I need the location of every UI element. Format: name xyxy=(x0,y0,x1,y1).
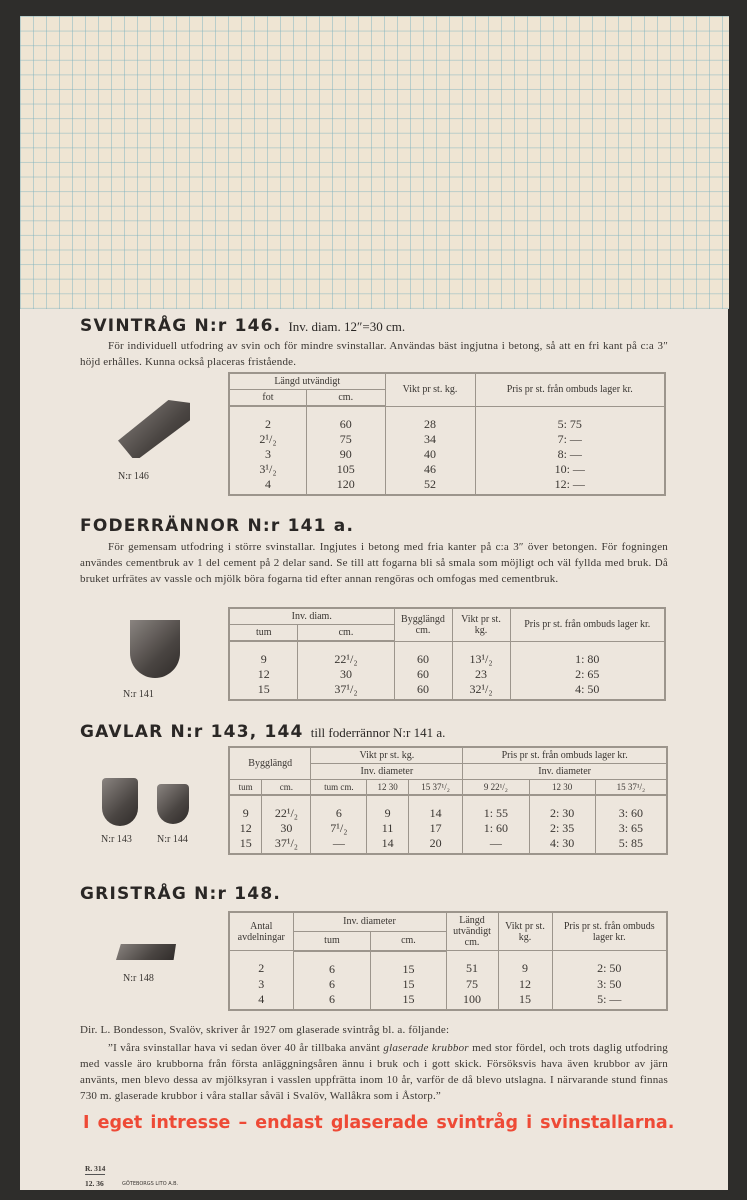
graph-paper-backing xyxy=(20,16,729,309)
th-weight: Vikt pr st. kg. xyxy=(452,608,510,641)
table-cell: 100 xyxy=(446,992,498,1010)
table-cell: 12 xyxy=(229,821,262,836)
table-cell: 52 xyxy=(385,477,475,495)
table-cell: 2 xyxy=(229,406,306,432)
th-weight: Vikt pr st. kg. xyxy=(385,373,475,406)
quote-body xyxy=(80,1040,668,1104)
table-cell: 9 xyxy=(229,795,262,821)
table-cell: 3 xyxy=(229,447,306,462)
th-bygg: Bygglängd cm. xyxy=(394,608,452,641)
section-title-146 xyxy=(80,316,405,336)
table-cell: 60 xyxy=(306,406,385,432)
th-w9: tum cm. xyxy=(311,780,367,796)
table-cell: 2: 30 xyxy=(529,795,595,821)
th-diam: Inv. diam. xyxy=(229,608,394,625)
section-subtitle-146: Inv. diam. 12″=30 cm. xyxy=(288,319,406,334)
th-p9: 9 22¹/₂ xyxy=(463,780,529,796)
table-cell: 4 xyxy=(229,477,306,495)
table-row xyxy=(229,821,667,836)
footer-code: R. 314 xyxy=(85,1164,106,1173)
table-cell: 15 xyxy=(371,977,446,992)
table-cell: 13¹/₂ xyxy=(452,641,510,667)
th-bygg: Bygglängd xyxy=(229,747,311,780)
table-cell: 15 xyxy=(229,836,262,854)
section-title-146-text: SVINTRÅG N:r 146. xyxy=(80,316,282,336)
table-row xyxy=(229,795,667,821)
table-148 xyxy=(228,911,668,1011)
th-length: Längd utvändigt xyxy=(229,373,385,390)
table-cell: 105 xyxy=(306,462,385,477)
table-cell: 11 xyxy=(367,821,409,836)
table-row xyxy=(229,667,665,682)
table-cell: 6 xyxy=(293,977,371,992)
table-row xyxy=(229,432,665,447)
table-cell: 37¹/₂ xyxy=(262,836,311,854)
quote-intro: Dir. L. Bondesson, Svalöv, skriver år 1927 om glaserade svintråg bl. a. följande: xyxy=(80,1024,450,1036)
th-invd: Inv. diameter xyxy=(293,912,446,931)
table-cell: 10: — xyxy=(475,462,665,477)
th-invd-p: Inv. diameter xyxy=(463,764,667,780)
table-143-144 xyxy=(228,746,668,855)
table-cell: 15 xyxy=(371,951,446,977)
table-cell: 32¹/₂ xyxy=(452,682,510,700)
description-141: För gemensam utfodring i större svinstallar. Ingjutes i betong med fria kanter på c:a 3″ över betongen. För fogningen användes cementbruk av 1 del cement på 2 delar sand. Se till att fogarna bli så smala som möjligt och väl fyllda med bruk. Då bruket urfrätes av vassle och mjölk böra fogarna tid efter annan rengöras och omfogas med cementbruk. xyxy=(80,541,668,585)
end-cap-144-image xyxy=(157,784,189,824)
caption-141: N:r 141 xyxy=(123,689,154,700)
table-cell: 75 xyxy=(306,432,385,447)
table-cell: 4: 50 xyxy=(510,682,665,700)
table-cell: 3: 50 xyxy=(552,977,667,992)
table-cell: 60 xyxy=(394,682,452,700)
table-cell: 2: 65 xyxy=(510,667,665,682)
quote-text-emphasis: glaserade krubbor xyxy=(383,1042,469,1054)
table-cell: 15 xyxy=(371,992,446,1010)
footer-date: 12. 36 xyxy=(85,1179,104,1188)
table-cell: 9 xyxy=(367,795,409,821)
table-cell: 9 xyxy=(498,951,552,977)
table-cell: — xyxy=(311,836,367,854)
trough-148-image xyxy=(116,944,176,960)
table-cell: 60 xyxy=(394,667,452,682)
th-price: Pris pr st. från ombuds lager kr. xyxy=(463,747,667,764)
th-cm: cm. xyxy=(371,931,446,950)
table-cell: 6 xyxy=(311,795,367,821)
table-cell: 30 xyxy=(298,667,394,682)
th-price: Pris pr st. från ombuds lager kr. xyxy=(510,608,665,641)
table-146 xyxy=(228,372,666,496)
table-row xyxy=(229,682,665,700)
th-length: Längd utvändigt cm. xyxy=(446,912,498,951)
th-w12: 12 30 xyxy=(367,780,409,796)
table-cell: 2¹/₂ xyxy=(229,432,306,447)
table-cell: 5: 85 xyxy=(595,836,667,854)
th-price: Pris pr st. från ombuds lager kr. xyxy=(475,373,665,406)
table-cell: 2 xyxy=(229,951,293,977)
table-cell: 22¹/₂ xyxy=(298,641,394,667)
th-cm: cm. xyxy=(306,390,385,407)
table-cell: 1: 55 xyxy=(463,795,529,821)
table-cell: 15 xyxy=(498,992,552,1010)
table-cell: 15 xyxy=(229,682,298,700)
description-146: För individuell utfodring av svin och för mindre svinstallar. Användas bäst ingjutna i betong, så att en fri kant på c:a 3″ höjd erhålles. Kunna också placeras fristående. xyxy=(80,340,668,368)
th-price: Pris pr st. från ombuds lager kr. xyxy=(552,912,667,951)
quote-text-before: ”I våra svinstallar hava vi sedan över 40 år tillbaka använt xyxy=(108,1042,384,1054)
table-cell: 4: 30 xyxy=(529,836,595,854)
table-row xyxy=(229,406,665,432)
table-141 xyxy=(228,607,666,701)
table-cell: 20 xyxy=(408,836,462,854)
table-cell: 12: — xyxy=(475,477,665,495)
table-cell: 75 xyxy=(446,977,498,992)
th-fot: fot xyxy=(229,390,306,407)
table-cell: 9 xyxy=(229,641,298,667)
table-cell: 28 xyxy=(385,406,475,432)
footer-printer: GÖTEBORGS LITO A.B. xyxy=(122,1181,179,1187)
th-weight: Vikt pr st. kg. xyxy=(311,747,463,764)
table-cell: 2: 50 xyxy=(552,951,667,977)
table-cell: 3 xyxy=(229,977,293,992)
table-row xyxy=(229,477,665,495)
section-title-148: GRISTRÅG N:r 148. xyxy=(80,884,282,904)
table-cell: 30 xyxy=(262,821,311,836)
table-cell: 2: 35 xyxy=(529,821,595,836)
table-cell: 60 xyxy=(394,641,452,667)
section-title-143-text: GAVLAR N:r 143, 144 xyxy=(80,722,304,742)
table-cell: 7: — xyxy=(475,432,665,447)
table-cell: 7¹/₂ xyxy=(311,821,367,836)
section-title-141: FODERRÄNNOR N:r 141 a. xyxy=(80,516,355,536)
quote-text-after: med stor fördel, och trots daglig utfodring med vassle äro krubborna från första anläggningsåren ännu i bruk och i gott skick. Försöksvis hava även krubbor av järn använts, men blevo dessa av mjölksyran i vasslen uppfrätta inom 10 år, varför de då blevo utslagna. I närvarande stund finnas 730 m. glaserade krubbor i våra stallar såväl i Svalöv, Wallåkra som i Åstorp.” xyxy=(80,1042,669,1102)
table-cell: 8: — xyxy=(475,447,665,462)
table-cell: 12 xyxy=(498,977,552,992)
table-cell: 3¹/₂ xyxy=(229,462,306,477)
table-row xyxy=(229,641,665,667)
table-cell: 12 xyxy=(229,667,298,682)
table-cell: 22¹/₂ xyxy=(262,795,311,821)
caption-143: N:r 143 xyxy=(101,834,132,845)
section-title-143-144 xyxy=(80,722,445,742)
table-row xyxy=(229,447,665,462)
caption-144: N:r 144 xyxy=(157,834,188,845)
end-cap-143-image xyxy=(102,778,138,826)
table-cell: 5: — xyxy=(552,992,667,1010)
table-cell: 1: 60 xyxy=(463,821,529,836)
th-p12: 12 30 xyxy=(529,780,595,796)
table-row xyxy=(229,462,665,477)
table-cell: 51 xyxy=(446,951,498,977)
table-row xyxy=(229,951,667,977)
th-antal: Antal avdelningar xyxy=(229,912,293,951)
table-row xyxy=(229,977,667,992)
th-tum: tum xyxy=(229,780,262,796)
th-weight: Vikt pr st. kg. xyxy=(498,912,552,951)
table-cell: 34 xyxy=(385,432,475,447)
table-cell: 6 xyxy=(293,951,371,977)
table-cell: 90 xyxy=(306,447,385,462)
th-cm: cm. xyxy=(298,625,394,642)
section-subtitle-143: till foderrännor N:r 141 a. xyxy=(310,725,446,740)
table-cell: 6 xyxy=(293,992,371,1010)
th-tum: tum xyxy=(229,625,298,642)
table-cell: 14 xyxy=(367,836,409,854)
th-invd-w: Inv. diameter xyxy=(311,764,463,780)
table-cell: 5: 75 xyxy=(475,406,665,432)
table-cell: 4 xyxy=(229,992,293,1010)
table-cell: 46 xyxy=(385,462,475,477)
th-w15: 15 37¹/₂ xyxy=(408,780,462,796)
table-cell: 120 xyxy=(306,477,385,495)
th-cm: cm. xyxy=(262,780,311,796)
table-cell: 40 xyxy=(385,447,475,462)
table-cell: 14 xyxy=(408,795,462,821)
table-cell: 1: 80 xyxy=(510,641,665,667)
caption-148: N:r 148 xyxy=(123,973,154,984)
table-cell: 3: 60 xyxy=(595,795,667,821)
table-cell: — xyxy=(463,836,529,854)
table-cell: 23 xyxy=(452,667,510,682)
slogan: I eget intresse – endast glaserade svintråg i svinstallarna. xyxy=(83,1113,675,1133)
table-row xyxy=(229,836,667,854)
table-row xyxy=(229,992,667,1010)
table-cell: 37¹/₂ xyxy=(298,682,394,700)
table-cell: 3: 65 xyxy=(595,821,667,836)
th-tum: tum xyxy=(293,931,371,950)
table-cell: 17 xyxy=(408,821,462,836)
th-p15: 15 37¹/₂ xyxy=(595,780,667,796)
caption-146: N:r 146 xyxy=(118,471,149,482)
channel-141-image xyxy=(130,620,180,678)
